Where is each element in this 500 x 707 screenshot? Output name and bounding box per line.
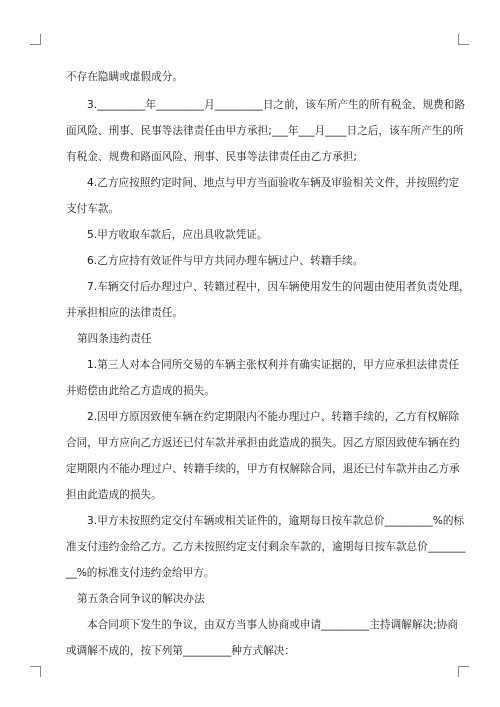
clause-3-line-3: 有税金、规费和路面风险、刑事、民事等法律责任由乙方承担;: [66, 151, 357, 163]
clause-4-line-2: 支付车款。: [66, 203, 120, 215]
dispute-line-2: 或调解不成的，按下列第_________种方式解决：: [66, 645, 296, 657]
breach-3-line-1: 3.甲方未按照约定交付车辆或相关证件的，逾期每日按车款总价_________%的标: [87, 515, 465, 527]
breach-3-line-3: __%的标准支付违约金给甲方。: [66, 567, 215, 579]
crop-mark-top-left: [30, 34, 41, 45]
breach-3-line-2: 准支付违约金给乙方。乙方未按照约定支付剩余车款的，逾期每日按车款总价_______: [66, 541, 466, 553]
section-heading-4: 第四条违约责任: [77, 333, 152, 345]
clause-3-line-1: 3._________年_________月_________日之前，该车所产生的所有税金、规费和路: [87, 99, 466, 111]
dispute-line-1: 本合同项下发生的争议，由双方当事人协商或申请_________主持调解解决;协商: [87, 619, 459, 631]
breach-2-line-1: 2.因甲方原因致使车辆在约定期限内不能办理过户、转籍手续的，乙方有权解除: [87, 411, 460, 423]
breach-2-line-3: 定期限内不能办理过户、转籍手续的，甲方有权解除合同，退还已付车款并由乙方承: [66, 463, 460, 475]
clause-7-line-1: 7.车辆交付后办理过户、转籍过程中，因车辆使用发生的问题由使用者负责处理，: [87, 281, 470, 293]
breach-1-line-2: 并赔偿由此给乙方造成的损失。: [66, 385, 216, 397]
text-line: 不存在隐瞒或虚假成分。: [66, 71, 184, 83]
crop-mark-top-right: [458, 34, 469, 45]
breach-1-line-1: 1.第三人对本合同所交易的车辆主张权利并有确实证据的，甲方应承担法律责任: [87, 359, 460, 371]
clause-5: 5.甲方收取车款后，应出具收款凭证。: [87, 229, 268, 241]
crop-mark-bottom-left: [30, 666, 41, 677]
breach-2-line-4: 担由此造成的损失。: [66, 489, 162, 501]
clause-3-line-2: 面风险、刑事、民事等法律责任由甲方承担;___年___月____日之后，该车所产生的所: [66, 125, 464, 137]
clause-7-line-2: 并承担相应的法律责任。: [66, 307, 184, 319]
crop-mark-bottom-right: [458, 666, 469, 677]
clause-6: 6.乙方应持有效证件与甲方共同办理车辆过户、转籍手续。: [87, 255, 364, 267]
breach-2-line-2: 合同，甲方应向乙方返还已付车款并承担由此造成的损失。因乙方原因致使车辆在约: [66, 437, 460, 449]
clause-4-line-1: 4.乙方应按照约定时间、地点与甲方当面验收车辆及审验相关文件，并按照约定: [87, 177, 460, 189]
section-heading-5: 第五条合同争议的解决办法: [77, 593, 205, 605]
